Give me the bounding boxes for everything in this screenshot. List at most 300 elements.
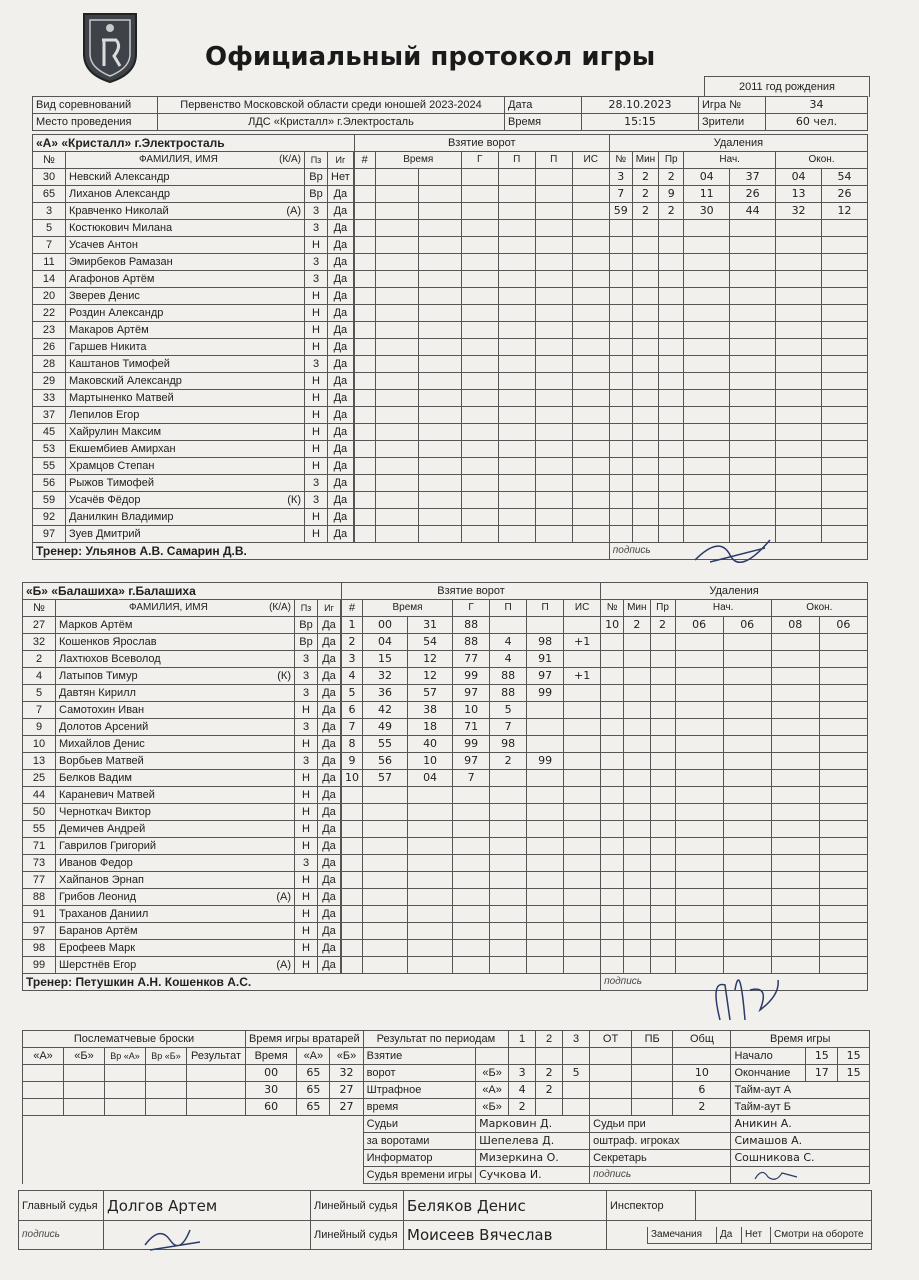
- player-number: 13: [23, 753, 56, 770]
- pen-judge-1: Аникин А.: [731, 1116, 870, 1133]
- player-row: [23, 702, 868, 719]
- col-pz: Пз: [305, 152, 328, 169]
- so-result-header: Результат: [187, 1048, 246, 1065]
- player-number: 2: [23, 651, 56, 668]
- player-number: 11: [33, 254, 66, 271]
- goal-judges-label-2: за воротами: [363, 1133, 475, 1150]
- player-name: Шерстнёв Егор: [59, 959, 137, 971]
- player-name: Храмцов Степан: [69, 460, 155, 472]
- player-pz: Н: [295, 957, 318, 974]
- start-label: Начало: [731, 1048, 806, 1065]
- player-ig: Да: [328, 305, 354, 322]
- pen-label-2: время: [363, 1099, 475, 1116]
- penalty-cell: 06: [723, 617, 771, 634]
- player-pz: Н: [295, 736, 318, 753]
- goal-cell: 98: [490, 736, 527, 753]
- goal-cell: [564, 719, 601, 736]
- player-pz: Вр: [305, 186, 328, 203]
- penalty-cell: 08: [771, 617, 819, 634]
- competition-value: Первенство Московской области среди юношей 2023-2024: [158, 97, 505, 114]
- player-name: Михайлов Денис: [59, 738, 145, 750]
- goal-cell: 5: [342, 685, 363, 702]
- player-row: [33, 390, 868, 407]
- col-pen-no: №: [601, 600, 624, 617]
- pb-header: ПБ: [631, 1031, 672, 1048]
- penalty-cell: 44: [730, 203, 776, 220]
- player-ig: Да: [318, 889, 341, 906]
- player-ig: Да: [328, 492, 354, 509]
- pen-team-b: «Б»: [476, 1099, 509, 1116]
- player-number: 5: [33, 220, 66, 237]
- coach-line: Тренер: Петушкин А.Н. Кошенков А.С.: [23, 974, 601, 991]
- total-header: Общ: [673, 1031, 731, 1048]
- player-number: 30: [33, 169, 66, 186]
- player-name: Гаврилов Григорий: [59, 840, 157, 852]
- remarks-label: Замечания: [648, 1227, 717, 1244]
- player-number: 97: [33, 526, 66, 543]
- date-value: 28.10.2023: [582, 97, 699, 114]
- player-ig: Да: [318, 617, 341, 634]
- team-a-section: [32, 134, 868, 560]
- col-pen-pr: Пр: [659, 152, 684, 169]
- start-minute: 15: [838, 1048, 870, 1065]
- gk-row-min: 30: [246, 1082, 297, 1099]
- col-ig: Иг: [318, 600, 341, 617]
- player-role: (А): [276, 959, 291, 971]
- player-pz: Н: [305, 305, 328, 322]
- player-row: [33, 271, 868, 288]
- player-number: 9: [23, 719, 56, 736]
- player-pz: Н: [305, 509, 328, 526]
- gk-row-b: 27: [330, 1099, 363, 1116]
- player-name: Екшембиев Амирхан: [69, 443, 176, 455]
- player-ig: Да: [318, 753, 341, 770]
- player-ig: Да: [318, 668, 341, 685]
- penalty-cell: 06: [675, 617, 723, 634]
- goal-cell: 12: [408, 651, 453, 668]
- player-ig: Да: [318, 702, 341, 719]
- goals-b-p3: 5: [563, 1065, 590, 1082]
- coach-line: Тренер: Ульянов А.В. Самарин Д.В.: [33, 543, 610, 560]
- player-name: Эмирбеков Рамазан: [69, 256, 173, 268]
- goal-cell: 04: [408, 770, 453, 787]
- penalty-cell: 04: [684, 169, 730, 186]
- col-goal-no: #: [354, 152, 375, 169]
- player-row: [33, 509, 868, 526]
- col-pen-end: Окон.: [776, 152, 868, 169]
- player-pz: 3: [305, 220, 328, 237]
- player-ig: Да: [328, 475, 354, 492]
- player-ig: Да: [328, 271, 354, 288]
- coach-sign-label: подпись: [601, 974, 868, 991]
- goal-cell: 32: [363, 668, 408, 685]
- pen-judges-label-2: оштраф. игроках: [590, 1133, 731, 1150]
- game-value: 34: [766, 97, 868, 114]
- player-row: [33, 186, 868, 203]
- player-name: Роздин Александр: [69, 307, 164, 319]
- coach-sign-label: подпись: [609, 543, 867, 560]
- penalty-cell: 2: [632, 169, 658, 186]
- goal-cell: 99: [527, 685, 564, 702]
- col-is: ИС: [572, 152, 609, 169]
- penalty-cell: 2: [659, 203, 684, 220]
- player-name: Рыжов Тимофей: [69, 477, 154, 489]
- game-time-label: Время игры: [731, 1031, 870, 1048]
- col-p1: П: [498, 152, 535, 169]
- player-name: Караневич Матвей: [59, 789, 155, 801]
- player-number: 55: [23, 821, 56, 838]
- player-pz: Н: [295, 872, 318, 889]
- line-ref2-value: Моисеев Вячеслав: [404, 1221, 607, 1250]
- player-row: [23, 685, 868, 702]
- penalty-cell: 10: [601, 617, 624, 634]
- coach-a-signature: [690, 530, 780, 570]
- player-number: 4: [23, 668, 56, 685]
- player-row: [33, 356, 868, 373]
- col-pen-start: Нач.: [675, 600, 771, 617]
- col-no: №: [33, 152, 66, 169]
- col-goal-time: Время: [363, 600, 453, 617]
- goal-cell: 2: [490, 753, 527, 770]
- goal-cell: [490, 617, 527, 634]
- player-number: 50: [23, 804, 56, 821]
- goal-cell: 12: [408, 668, 453, 685]
- player-pz: Н: [295, 923, 318, 940]
- player-number: 44: [23, 787, 56, 804]
- player-ig: Да: [318, 719, 341, 736]
- pen-label: Штрафное: [363, 1082, 475, 1099]
- player-ig: Да: [328, 203, 354, 220]
- player-number: 7: [23, 702, 56, 719]
- goal-cell: 7: [342, 719, 363, 736]
- col-g: Г: [453, 600, 490, 617]
- goal-cell: 99: [527, 753, 564, 770]
- pen-team-a: «А»: [476, 1082, 509, 1099]
- goal-cell: 55: [363, 736, 408, 753]
- spectators-value: 60 чел.: [766, 114, 868, 131]
- col-ka: (К/А): [269, 602, 291, 613]
- penalty-cell: 2: [632, 186, 658, 203]
- goal-cell: 31: [408, 617, 453, 634]
- player-number: 28: [33, 356, 66, 373]
- goal-judges-label: Судьи: [363, 1116, 475, 1133]
- remarks-no: Нет: [742, 1227, 771, 1244]
- penalty-cell: 9: [659, 186, 684, 203]
- player-pz: Н: [305, 237, 328, 254]
- player-ig: Да: [318, 923, 341, 940]
- player-name: Ворбьев Матвей: [59, 755, 144, 767]
- player-name: Гаршев Никита: [69, 341, 147, 353]
- secretary-label: Секретарь: [590, 1150, 731, 1167]
- goal-cell: [527, 617, 564, 634]
- player-name: Невский Александр: [69, 171, 170, 183]
- player-ig: Да: [318, 651, 341, 668]
- goal-cell: 99: [453, 736, 490, 753]
- player-name: Зуев Дмитрий: [69, 528, 141, 540]
- player-name: Мартыненко Матвей: [69, 392, 174, 404]
- player-name: Лепилов Егор: [69, 409, 140, 421]
- player-ig: Да: [318, 838, 341, 855]
- hockey-federation-logo-icon: [80, 10, 140, 84]
- gk-row-a: 65: [297, 1065, 330, 1082]
- player-number: 45: [33, 424, 66, 441]
- player-pz: 3: [305, 271, 328, 288]
- goal-cell: 7: [490, 719, 527, 736]
- goal-cell: 40: [408, 736, 453, 753]
- goal-cell: 36: [363, 685, 408, 702]
- goal-cell: 88: [453, 634, 490, 651]
- so-b-header: «Б»: [64, 1048, 105, 1065]
- penalty-cell: 3: [609, 169, 632, 186]
- goals-b-p2: 2: [536, 1065, 563, 1082]
- pen-b-total: 2: [673, 1099, 731, 1116]
- main-ref-label: Главный судья: [19, 1191, 104, 1221]
- goal-cell: [564, 702, 601, 719]
- player-number: 26: [33, 339, 66, 356]
- pen-a-p2: 2: [536, 1082, 563, 1099]
- gk-time-header: Время: [246, 1048, 297, 1065]
- line-ref2-label: Линейный судья: [311, 1221, 404, 1250]
- player-number: 97: [23, 923, 56, 940]
- period-3-header: 3: [563, 1031, 590, 1048]
- goal-cell: [527, 736, 564, 753]
- player-number: 53: [33, 441, 66, 458]
- goal-cell: 57: [408, 685, 453, 702]
- venue-label: Место проведения: [33, 114, 158, 131]
- goals-label: Взятие: [363, 1048, 475, 1065]
- player-pz: 3: [295, 719, 318, 736]
- player-row: [23, 838, 868, 855]
- goal-cell: 49: [363, 719, 408, 736]
- gk-row-a: 65: [297, 1099, 330, 1116]
- player-row: [33, 339, 868, 356]
- player-row: [33, 322, 868, 339]
- player-number: 91: [23, 906, 56, 923]
- goal-judge-2: Шепелева Д.: [476, 1133, 590, 1150]
- goals-header: Взятие ворот: [354, 135, 609, 152]
- goalie-time-label: Время игры вратарей: [246, 1031, 364, 1048]
- goal-cell: 1: [342, 617, 363, 634]
- player-pz: Н: [305, 424, 328, 441]
- so-vra-header: Вр «А»: [105, 1048, 146, 1065]
- player-name: Черноткач Виктор: [59, 806, 151, 818]
- player-number: 65: [33, 186, 66, 203]
- player-row: [23, 617, 868, 634]
- line-ref1-value: Беляков Денис: [404, 1191, 607, 1221]
- player-row: [23, 651, 868, 668]
- goal-cell: [490, 770, 527, 787]
- player-row: [23, 736, 868, 753]
- player-number: 33: [33, 390, 66, 407]
- timeout-a-label: Тайм-аут А: [731, 1082, 870, 1099]
- player-number: 7: [33, 237, 66, 254]
- player-number: 27: [23, 617, 56, 634]
- player-row: [23, 770, 868, 787]
- competition-label: Вид соревнований: [33, 97, 158, 114]
- period-2-header: 2: [536, 1031, 563, 1048]
- goal-cell: [527, 702, 564, 719]
- period-1-header: 1: [509, 1031, 536, 1048]
- player-ig: Да: [328, 458, 354, 475]
- team-title: «А» «Кристалл» г.Электросталь: [33, 135, 355, 152]
- player-pz: Н: [305, 526, 328, 543]
- player-pz: 3: [295, 753, 318, 770]
- player-row: [23, 872, 868, 889]
- player-role: (А): [286, 205, 301, 217]
- goal-cell: [564, 651, 601, 668]
- col-no: №: [23, 600, 56, 617]
- timekeeper-label: Судья времени игры: [363, 1167, 475, 1184]
- col-pz: Пз: [295, 600, 318, 617]
- player-number: 22: [33, 305, 66, 322]
- penalty-cell: 2: [650, 617, 675, 634]
- player-name: Демичев Андрей: [59, 823, 146, 835]
- goal-cell: 6: [342, 702, 363, 719]
- player-ig: Да: [328, 373, 354, 390]
- player-name: Самотохин Иван: [59, 704, 145, 716]
- goal-cell: 10: [342, 770, 363, 787]
- time-value: 15:15: [582, 114, 699, 131]
- goal-cell: 88: [453, 617, 490, 634]
- goals-label-2: ворот: [363, 1065, 475, 1082]
- col-p2: П: [535, 152, 572, 169]
- penalty-cell: 12: [822, 203, 868, 220]
- goal-cell: 04: [363, 634, 408, 651]
- player-row: [23, 821, 868, 838]
- player-pz: Н: [295, 906, 318, 923]
- player-name: Усачев Антон: [69, 239, 138, 251]
- player-number: 88: [23, 889, 56, 906]
- goal-cell: 42: [363, 702, 408, 719]
- player-row: [23, 923, 868, 940]
- goal-cell: [564, 770, 601, 787]
- goal-cell: 57: [363, 770, 408, 787]
- goal-cell: [564, 685, 601, 702]
- player-pz: 3: [295, 668, 318, 685]
- penalty-cell: 37: [730, 169, 776, 186]
- col-pen-min: Мин: [632, 152, 658, 169]
- player-number: 77: [23, 872, 56, 889]
- player-number: 32: [23, 634, 56, 651]
- player-name: Хайрулин Максим: [69, 426, 162, 438]
- goal-cell: 10: [453, 702, 490, 719]
- goal-cell: 4: [490, 634, 527, 651]
- player-ig: Да: [328, 339, 354, 356]
- col-ka: (К/А): [279, 154, 301, 165]
- player-name: Баранов Артём: [59, 925, 138, 937]
- player-name: Иванов Федор: [59, 857, 133, 869]
- col-pen-start: Нач.: [684, 152, 776, 169]
- player-ig: Да: [318, 787, 341, 804]
- player-name: Костюкович Милана: [69, 222, 173, 234]
- main-ref-sign-label: подпись: [19, 1221, 104, 1250]
- player-pz: Н: [295, 940, 318, 957]
- venue-value: ЛДС «Кристалл» г.Электросталь: [158, 114, 505, 131]
- player-ig: Да: [318, 872, 341, 889]
- player-row: [33, 407, 868, 424]
- goal-cell: 71: [453, 719, 490, 736]
- gk-row-min: 00: [246, 1065, 297, 1082]
- penalty-cell: 59: [609, 203, 632, 220]
- so-vrb-header: Вр «Б»: [146, 1048, 187, 1065]
- player-row: [33, 305, 868, 322]
- player-number: 25: [23, 770, 56, 787]
- player-name: Маковский Александр: [69, 375, 182, 387]
- player-number: 3: [33, 203, 66, 220]
- goal-cell: 77: [453, 651, 490, 668]
- goal-cell: 54: [408, 634, 453, 651]
- pen-judges-label: Судьи при: [590, 1116, 731, 1133]
- player-number: 98: [23, 940, 56, 957]
- penalty-cell: 2: [632, 203, 658, 220]
- main-ref-signature: [140, 1220, 210, 1260]
- player-row: [33, 169, 868, 186]
- summary-table: [22, 1030, 870, 1184]
- informer-value: Мизеркина О.: [476, 1150, 590, 1167]
- goal-cell: 9: [342, 753, 363, 770]
- player-number: 56: [33, 475, 66, 492]
- goal-cell: 3: [342, 651, 363, 668]
- player-pz: Н: [305, 339, 328, 356]
- player-row: [33, 441, 868, 458]
- time-label: Время: [505, 114, 582, 131]
- ot-header: ОТ: [590, 1031, 632, 1048]
- player-number: 23: [33, 322, 66, 339]
- player-ig: Да: [318, 957, 341, 974]
- player-ig: Да: [328, 407, 354, 424]
- goal-cell: 97: [453, 753, 490, 770]
- goal-cell: +1: [564, 634, 601, 651]
- penalty-cell: 2: [624, 617, 650, 634]
- player-pz: Н: [295, 787, 318, 804]
- player-ig: Да: [318, 855, 341, 872]
- goal-cell: 5: [490, 702, 527, 719]
- player-name: Траханов Даниил: [59, 908, 149, 920]
- player-number: 37: [33, 407, 66, 424]
- player-name: Ерофеев Марк: [59, 942, 136, 954]
- player-pz: Н: [305, 458, 328, 475]
- player-pz: Н: [305, 407, 328, 424]
- header-table: [32, 96, 868, 131]
- player-row: [23, 753, 868, 770]
- line-ref1-label: Линейный судья: [311, 1191, 404, 1221]
- penalty-cell: 06: [819, 617, 867, 634]
- player-ig: Да: [318, 736, 341, 753]
- player-pz: 3: [305, 203, 328, 220]
- player-pz: Н: [295, 838, 318, 855]
- goal-cell: 15: [363, 651, 408, 668]
- player-pz: 3: [305, 475, 328, 492]
- col-name: ФАМИЛИЯ, ИМЯ: [139, 154, 218, 165]
- col-pen-end: Окон.: [771, 600, 867, 617]
- goal-cell: [564, 753, 601, 770]
- goal-cell: 00: [363, 617, 408, 634]
- goals-team-b: «Б»: [476, 1065, 509, 1082]
- player-row: [33, 424, 868, 441]
- team-title: «Б» «Балашиха» г.Балашиха: [23, 583, 342, 600]
- player-number: 99: [23, 957, 56, 974]
- player-ig: Да: [318, 940, 341, 957]
- player-row: [33, 373, 868, 390]
- goal-cell: [564, 736, 601, 753]
- gk-row-a: 65: [297, 1082, 330, 1099]
- player-number: 10: [23, 736, 56, 753]
- player-ig: Нет: [328, 169, 354, 186]
- player-number: 59: [33, 492, 66, 509]
- goal-cell: [564, 617, 601, 634]
- player-name: Лахтюхов Всеволод: [59, 653, 161, 665]
- player-name: Лиханов Александр: [69, 188, 170, 200]
